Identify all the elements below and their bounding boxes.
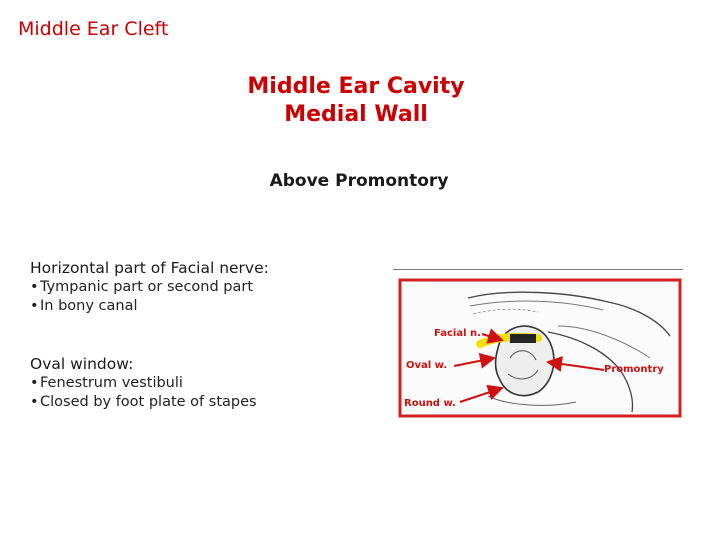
oval-window-section [30, 354, 370, 412]
list-item-text: In bony canal [40, 298, 138, 314]
ear-anatomy-illustration [398, 278, 682, 418]
bullet-icon: • [30, 279, 39, 295]
round-window-label: Round w. [404, 398, 456, 409]
list-item [30, 278, 370, 297]
bullet-icon: • [30, 394, 39, 410]
subtitle: Above Promontory [269, 171, 449, 191]
list-item [30, 393, 370, 412]
bullet-icon: • [30, 298, 39, 314]
facial-nerve-section [30, 258, 370, 316]
list-item [30, 374, 370, 393]
title-line-1: Middle Ear Cavity [247, 74, 465, 99]
bullet-list [30, 374, 370, 412]
slide-section-title: Middle Ear Cleft [18, 18, 169, 40]
title-line-2: Medial Wall [284, 102, 428, 127]
figure-divider [393, 269, 683, 270]
oval-window-label: Oval w. [406, 360, 448, 371]
bullet-icon: • [30, 375, 39, 391]
list-item [30, 297, 370, 316]
facial-nerve-label: Facial n. [434, 328, 481, 339]
page-title [190, 73, 522, 129]
list-item-text: Tympanic part or second part [40, 279, 254, 295]
promontory-label: Promontry [604, 364, 664, 375]
list-item-text: Fenestrum vestibuli [40, 375, 183, 391]
bullet-list [30, 278, 370, 316]
list-item-text: Closed by foot plate of stapes [40, 394, 257, 410]
section-heading: Horizontal part of Facial nerve: [30, 259, 269, 277]
ear-anatomy-figure [398, 278, 682, 418]
stapes-shape [510, 334, 536, 343]
section-heading: Oval window: [30, 355, 134, 373]
